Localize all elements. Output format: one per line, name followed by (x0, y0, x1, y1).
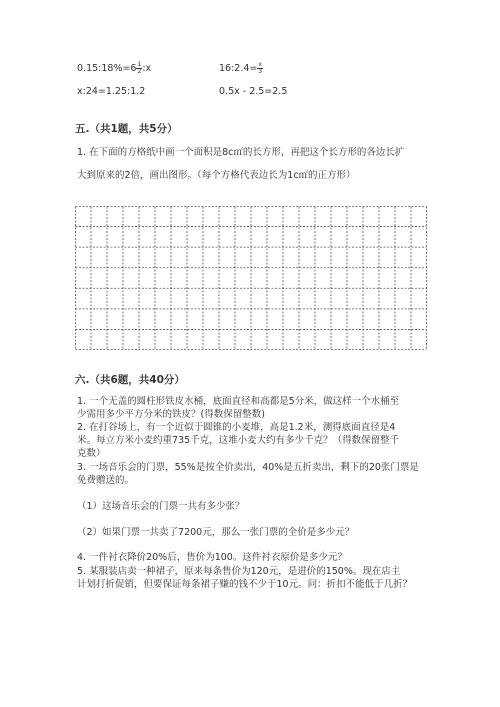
equation-4: 0.5x - 2.5=2.5 (219, 86, 288, 97)
equation-1-right: :x (142, 63, 152, 74)
equation-1 (77, 62, 151, 75)
equation-2 (219, 62, 263, 75)
section-6-line: 免费赠送的。 (77, 475, 135, 486)
section-5-heading: 五.（共1题，共5分） (75, 123, 178, 135)
equation-1-left: 0.15:18%=6 (77, 63, 137, 74)
fraction-denominator: 2 (137, 68, 142, 75)
fraction-numerator: x (258, 61, 262, 68)
square-grid-paper[interactable] (75, 206, 427, 350)
section-6-subquestion: （1）这场音乐会的门票一共有多少张？ (77, 501, 245, 512)
section-6-subquestion: （2）如果门票一共卖了7200元，那么一张门票的全价是多少元？ (77, 527, 355, 538)
section-6-line: 3. 一场音乐会的门票，55%是按全价卖出，40%是五折卖出，剩下的20张门票是 (77, 462, 419, 473)
section-6-heading: 六.（共6题，共40分） (75, 374, 185, 386)
equation-2-fraction (257, 62, 263, 75)
section-6-line: 1. 一个无盖的圆柱形铁皮水桶，底面直径和高都是5分米，做这样一个水桶至 (77, 396, 400, 407)
section-6-line: 2. 在打谷场上，有一个近似于圆锥的小麦堆，高是1.2米，测得底面直径是4 (77, 422, 396, 433)
section-6-line: 克数） (77, 448, 106, 459)
section-6-line: 计划打折促销，但要保证每条裙子赚的钱不少于10元。问：折扣不能低于几折？ (77, 579, 413, 590)
fraction-denominator: 3 (258, 68, 263, 75)
section-6-line: 4. 一件衬衣降价20%后，售价为100。这件衬衣原价是多少元？ (77, 552, 347, 563)
section-6-line: 5. 某服装店卖一种裙子，原来每条售价为120元，是进价的150%。现在店主 (77, 566, 401, 577)
fraction-numerator: 1 (137, 61, 142, 68)
equation-3: x:24=1.25:1.2 (77, 86, 146, 97)
section-5-question-line-2: 大到原来的2倍，画出图形。（每个方格代表边长为1c㎡的正方形） (77, 170, 356, 181)
equation-2-left: 16:2.4= (219, 63, 258, 74)
section-5-question-line-1: 1. 在下面的方格纸中画一个面积是8c㎡的长方形，再把这个长方形的各边长扩 (77, 147, 405, 158)
section-6-line: 米。每立方米小麦约重735千克，这堆小麦大约有多少千克？（得数保留整千 (77, 435, 400, 446)
section-6-line: 少需用多少平方分米的铁皮？(得数保留整数) (77, 409, 265, 420)
